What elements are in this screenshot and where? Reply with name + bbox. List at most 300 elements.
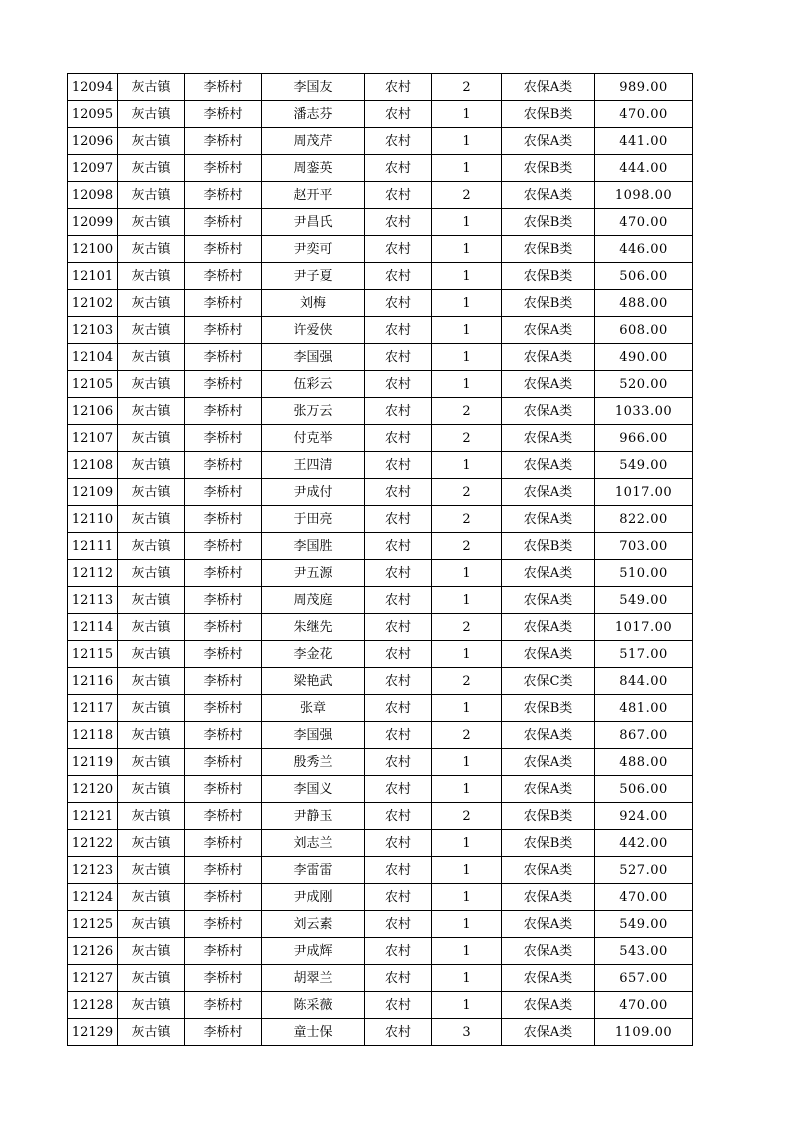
cell-area: 农村: [365, 398, 432, 425]
cell-amount: 488.00: [595, 749, 693, 776]
table-row: [68, 884, 693, 911]
cell-id: 12119: [68, 749, 118, 776]
cell-town: 灰古镇: [118, 452, 185, 479]
cell-amount: 703.00: [595, 533, 693, 560]
cell-id: 12103: [68, 317, 118, 344]
cell-id: 12128: [68, 992, 118, 1019]
cell-village: 李桥村: [185, 668, 262, 695]
cell-amount: 470.00: [595, 101, 693, 128]
cell-id: 12127: [68, 965, 118, 992]
cell-area: 农村: [365, 614, 432, 641]
cell-town: 灰古镇: [118, 101, 185, 128]
cell-id: 12097: [68, 155, 118, 182]
cell-village: 李桥村: [185, 857, 262, 884]
cell-name: 刘梅: [262, 290, 365, 317]
cell-category: 农保B类: [502, 830, 595, 857]
cell-town: 灰古镇: [118, 938, 185, 965]
cell-name: 潘志芬: [262, 101, 365, 128]
cell-count: 2: [432, 398, 502, 425]
cell-town: 灰古镇: [118, 911, 185, 938]
cell-name: 赵开平: [262, 182, 365, 209]
cell-village: 李桥村: [185, 506, 262, 533]
cell-name: 童士保: [262, 1019, 365, 1046]
cell-amount: 446.00: [595, 236, 693, 263]
cell-category: 农保A类: [502, 452, 595, 479]
cell-amount: 549.00: [595, 587, 693, 614]
cell-area: 农村: [365, 776, 432, 803]
cell-amount: 966.00: [595, 425, 693, 452]
cell-count: 1: [432, 371, 502, 398]
data-table: [67, 73, 693, 1046]
cell-town: 灰古镇: [118, 1019, 185, 1046]
cell-id: 12122: [68, 830, 118, 857]
cell-village: 李桥村: [185, 614, 262, 641]
table-row: [68, 209, 693, 236]
cell-name: 李国友: [262, 74, 365, 101]
table-row: [68, 803, 693, 830]
cell-amount: 822.00: [595, 506, 693, 533]
cell-count: 1: [432, 344, 502, 371]
cell-town: 灰古镇: [118, 155, 185, 182]
cell-village: 李桥村: [185, 452, 262, 479]
cell-area: 农村: [365, 749, 432, 776]
cell-area: 农村: [365, 641, 432, 668]
cell-name: 胡翠兰: [262, 965, 365, 992]
cell-category: 农保A类: [502, 776, 595, 803]
table-row: [68, 182, 693, 209]
cell-count: 1: [432, 641, 502, 668]
cell-town: 灰古镇: [118, 209, 185, 236]
cell-name: 刘云素: [262, 911, 365, 938]
cell-town: 灰古镇: [118, 371, 185, 398]
cell-category: 农保C类: [502, 668, 595, 695]
cell-category: 农保B类: [502, 155, 595, 182]
cell-town: 灰古镇: [118, 533, 185, 560]
table-row: [68, 938, 693, 965]
cell-id: 12099: [68, 209, 118, 236]
cell-count: 1: [432, 776, 502, 803]
table-row: [68, 263, 693, 290]
cell-category: 农保A类: [502, 938, 595, 965]
cell-area: 农村: [365, 857, 432, 884]
cell-amount: 510.00: [595, 560, 693, 587]
cell-village: 李桥村: [185, 479, 262, 506]
cell-village: 李桥村: [185, 884, 262, 911]
cell-town: 灰古镇: [118, 614, 185, 641]
cell-amount: 543.00: [595, 938, 693, 965]
cell-area: 农村: [365, 722, 432, 749]
cell-village: 李桥村: [185, 290, 262, 317]
cell-name: 周茂芹: [262, 128, 365, 155]
cell-village: 李桥村: [185, 587, 262, 614]
cell-count: 2: [432, 533, 502, 560]
cell-name: 李雷雷: [262, 857, 365, 884]
cell-id: 12117: [68, 695, 118, 722]
cell-count: 1: [432, 236, 502, 263]
cell-id: 12126: [68, 938, 118, 965]
cell-village: 李桥村: [185, 938, 262, 965]
cell-name: 于田亮: [262, 506, 365, 533]
cell-id: 12112: [68, 560, 118, 587]
cell-town: 灰古镇: [118, 587, 185, 614]
table-row: [68, 101, 693, 128]
cell-count: 1: [432, 587, 502, 614]
cell-category: 农保A类: [502, 398, 595, 425]
cell-id: 12124: [68, 884, 118, 911]
cell-category: 农保B类: [502, 803, 595, 830]
table-row: [68, 533, 693, 560]
cell-name: 周銮英: [262, 155, 365, 182]
cell-count: 2: [432, 803, 502, 830]
table-row: [68, 857, 693, 884]
cell-amount: 442.00: [595, 830, 693, 857]
cell-count: 2: [432, 74, 502, 101]
table-row: [68, 425, 693, 452]
cell-id: 12125: [68, 911, 118, 938]
cell-id: 12107: [68, 425, 118, 452]
cell-area: 农村: [365, 344, 432, 371]
cell-village: 李桥村: [185, 371, 262, 398]
cell-area: 农村: [365, 236, 432, 263]
cell-village: 李桥村: [185, 641, 262, 668]
cell-category: 农保B类: [502, 290, 595, 317]
cell-category: 农保B类: [502, 263, 595, 290]
cell-town: 灰古镇: [118, 641, 185, 668]
cell-town: 灰古镇: [118, 74, 185, 101]
cell-name: 李金花: [262, 641, 365, 668]
cell-area: 农村: [365, 128, 432, 155]
cell-id: 12096: [68, 128, 118, 155]
cell-area: 农村: [365, 371, 432, 398]
cell-category: 农保A类: [502, 74, 595, 101]
cell-category: 农保A类: [502, 425, 595, 452]
cell-name: 许爱侠: [262, 317, 365, 344]
cell-count: 1: [432, 155, 502, 182]
cell-category: 农保A类: [502, 911, 595, 938]
cell-village: 李桥村: [185, 263, 262, 290]
cell-area: 农村: [365, 1019, 432, 1046]
cell-count: 3: [432, 1019, 502, 1046]
cell-name: 尹静玉: [262, 803, 365, 830]
cell-town: 灰古镇: [118, 236, 185, 263]
table-row: [68, 74, 693, 101]
cell-id: 12115: [68, 641, 118, 668]
cell-id: 12123: [68, 857, 118, 884]
cell-count: 1: [432, 830, 502, 857]
cell-amount: 989.00: [595, 74, 693, 101]
cell-count: 1: [432, 128, 502, 155]
table-row: [68, 992, 693, 1019]
cell-count: 1: [432, 695, 502, 722]
cell-id: 12109: [68, 479, 118, 506]
cell-village: 李桥村: [185, 722, 262, 749]
cell-id: 12116: [68, 668, 118, 695]
cell-name: 张万云: [262, 398, 365, 425]
cell-amount: 657.00: [595, 965, 693, 992]
cell-id: 12105: [68, 371, 118, 398]
cell-id: 12113: [68, 587, 118, 614]
cell-id: 12120: [68, 776, 118, 803]
cell-count: 2: [432, 614, 502, 641]
cell-category: 农保A类: [502, 641, 595, 668]
cell-area: 农村: [365, 290, 432, 317]
cell-name: 尹子夏: [262, 263, 365, 290]
cell-town: 灰古镇: [118, 695, 185, 722]
cell-category: 农保A类: [502, 1019, 595, 1046]
cell-name: 李国胜: [262, 533, 365, 560]
cell-area: 农村: [365, 992, 432, 1019]
table-row: [68, 722, 693, 749]
cell-town: 灰古镇: [118, 398, 185, 425]
cell-category: 农保B类: [502, 695, 595, 722]
cell-count: 1: [432, 749, 502, 776]
cell-count: 2: [432, 722, 502, 749]
cell-amount: 844.00: [595, 668, 693, 695]
table-row: [68, 614, 693, 641]
cell-amount: 441.00: [595, 128, 693, 155]
cell-amount: 470.00: [595, 884, 693, 911]
cell-amount: 470.00: [595, 209, 693, 236]
cell-area: 农村: [365, 533, 432, 560]
cell-village: 李桥村: [185, 776, 262, 803]
cell-count: 1: [432, 452, 502, 479]
cell-name: 李国强: [262, 344, 365, 371]
cell-name: 尹五源: [262, 560, 365, 587]
table-row: [68, 371, 693, 398]
cell-town: 灰古镇: [118, 992, 185, 1019]
cell-name: 尹成付: [262, 479, 365, 506]
cell-town: 灰古镇: [118, 182, 185, 209]
cell-village: 李桥村: [185, 101, 262, 128]
cell-count: 1: [432, 992, 502, 1019]
cell-id: 12098: [68, 182, 118, 209]
cell-id: 12100: [68, 236, 118, 263]
cell-category: 农保A类: [502, 884, 595, 911]
cell-count: 2: [432, 506, 502, 533]
cell-town: 灰古镇: [118, 965, 185, 992]
cell-category: 农保B类: [502, 101, 595, 128]
cell-amount: 506.00: [595, 263, 693, 290]
cell-count: 1: [432, 884, 502, 911]
cell-name: 张章: [262, 695, 365, 722]
cell-name: 尹奕可: [262, 236, 365, 263]
cell-id: 12106: [68, 398, 118, 425]
cell-name: 殷秀兰: [262, 749, 365, 776]
cell-village: 李桥村: [185, 965, 262, 992]
cell-name: 刘志兰: [262, 830, 365, 857]
cell-area: 农村: [365, 101, 432, 128]
cell-town: 灰古镇: [118, 425, 185, 452]
table-row: [68, 290, 693, 317]
cell-village: 李桥村: [185, 209, 262, 236]
cell-village: 李桥村: [185, 560, 262, 587]
table-row: [68, 479, 693, 506]
cell-area: 农村: [365, 209, 432, 236]
cell-category: 农保A类: [502, 560, 595, 587]
table-row: [68, 965, 693, 992]
cell-area: 农村: [365, 695, 432, 722]
cell-village: 李桥村: [185, 1019, 262, 1046]
table-row: [68, 1019, 693, 1046]
cell-area: 农村: [365, 155, 432, 182]
table-row: [68, 506, 693, 533]
cell-area: 农村: [365, 74, 432, 101]
cell-village: 李桥村: [185, 911, 262, 938]
cell-village: 李桥村: [185, 425, 262, 452]
cell-count: 1: [432, 209, 502, 236]
table-row: [68, 236, 693, 263]
cell-area: 农村: [365, 803, 432, 830]
cell-village: 李桥村: [185, 992, 262, 1019]
cell-village: 李桥村: [185, 803, 262, 830]
cell-count: 2: [432, 425, 502, 452]
cell-town: 灰古镇: [118, 749, 185, 776]
cell-id: 12102: [68, 290, 118, 317]
cell-amount: 490.00: [595, 344, 693, 371]
table-body: [68, 74, 693, 1046]
cell-category: 农保A类: [502, 749, 595, 776]
cell-category: 农保A类: [502, 128, 595, 155]
table-row: [68, 560, 693, 587]
cell-count: 1: [432, 911, 502, 938]
cell-village: 李桥村: [185, 749, 262, 776]
cell-amount: 481.00: [595, 695, 693, 722]
cell-area: 农村: [365, 938, 432, 965]
cell-village: 李桥村: [185, 317, 262, 344]
cell-town: 灰古镇: [118, 317, 185, 344]
cell-id: 12101: [68, 263, 118, 290]
cell-name: 李国义: [262, 776, 365, 803]
table-row: [68, 398, 693, 425]
table-row: [68, 452, 693, 479]
cell-village: 李桥村: [185, 74, 262, 101]
cell-count: 2: [432, 182, 502, 209]
cell-amount: 549.00: [595, 911, 693, 938]
cell-area: 农村: [365, 506, 432, 533]
cell-town: 灰古镇: [118, 857, 185, 884]
table-row: [68, 749, 693, 776]
cell-area: 农村: [365, 317, 432, 344]
cell-category: 农保A类: [502, 614, 595, 641]
table-row: [68, 830, 693, 857]
cell-id: 12094: [68, 74, 118, 101]
table-row: [68, 668, 693, 695]
cell-count: 1: [432, 290, 502, 317]
cell-name: 周茂庭: [262, 587, 365, 614]
cell-village: 李桥村: [185, 398, 262, 425]
cell-count: 1: [432, 317, 502, 344]
cell-amount: 517.00: [595, 641, 693, 668]
cell-category: 农保B类: [502, 533, 595, 560]
table-row: [68, 587, 693, 614]
cell-category: 农保A类: [502, 722, 595, 749]
cell-amount: 924.00: [595, 803, 693, 830]
cell-area: 农村: [365, 182, 432, 209]
table-row: [68, 695, 693, 722]
cell-count: 1: [432, 965, 502, 992]
cell-amount: 506.00: [595, 776, 693, 803]
cell-count: 1: [432, 560, 502, 587]
cell-village: 李桥村: [185, 236, 262, 263]
table-row: [68, 128, 693, 155]
cell-town: 灰古镇: [118, 830, 185, 857]
cell-id: 12104: [68, 344, 118, 371]
cell-id: 12111: [68, 533, 118, 560]
cell-category: 农保A类: [502, 182, 595, 209]
cell-count: 1: [432, 263, 502, 290]
cell-amount: 488.00: [595, 290, 693, 317]
cell-amount: 1033.00: [595, 398, 693, 425]
cell-town: 灰古镇: [118, 776, 185, 803]
cell-area: 农村: [365, 263, 432, 290]
cell-amount: 527.00: [595, 857, 693, 884]
table-row: [68, 911, 693, 938]
cell-category: 农保A类: [502, 506, 595, 533]
cell-village: 李桥村: [185, 695, 262, 722]
cell-category: 农保A类: [502, 344, 595, 371]
cell-amount: 520.00: [595, 371, 693, 398]
cell-area: 农村: [365, 884, 432, 911]
cell-amount: 549.00: [595, 452, 693, 479]
cell-town: 灰古镇: [118, 722, 185, 749]
cell-name: 尹昌氏: [262, 209, 365, 236]
cell-amount: 867.00: [595, 722, 693, 749]
cell-name: 尹成辉: [262, 938, 365, 965]
cell-village: 李桥村: [185, 182, 262, 209]
cell-town: 灰古镇: [118, 344, 185, 371]
cell-category: 农保A类: [502, 857, 595, 884]
cell-town: 灰古镇: [118, 263, 185, 290]
cell-id: 12118: [68, 722, 118, 749]
cell-area: 农村: [365, 560, 432, 587]
cell-village: 李桥村: [185, 128, 262, 155]
cell-category: 农保A类: [502, 371, 595, 398]
table-row: [68, 776, 693, 803]
cell-area: 农村: [365, 911, 432, 938]
cell-name: 尹成刚: [262, 884, 365, 911]
cell-count: 2: [432, 479, 502, 506]
cell-count: 2: [432, 668, 502, 695]
cell-name: 付克举: [262, 425, 365, 452]
cell-id: 12114: [68, 614, 118, 641]
cell-amount: 470.00: [595, 992, 693, 1019]
cell-id: 12121: [68, 803, 118, 830]
table-row: [68, 155, 693, 182]
cell-town: 灰古镇: [118, 506, 185, 533]
cell-category: 农保A类: [502, 965, 595, 992]
cell-area: 农村: [365, 425, 432, 452]
cell-village: 李桥村: [185, 155, 262, 182]
cell-category: 农保A类: [502, 317, 595, 344]
cell-village: 李桥村: [185, 533, 262, 560]
table-row: [68, 641, 693, 668]
cell-id: 12108: [68, 452, 118, 479]
cell-town: 灰古镇: [118, 884, 185, 911]
cell-name: 陈采薇: [262, 992, 365, 1019]
cell-area: 农村: [365, 965, 432, 992]
cell-amount: 1098.00: [595, 182, 693, 209]
cell-amount: 444.00: [595, 155, 693, 182]
cell-village: 李桥村: [185, 830, 262, 857]
cell-id: 12095: [68, 101, 118, 128]
cell-town: 灰古镇: [118, 560, 185, 587]
cell-name: 王四清: [262, 452, 365, 479]
cell-category: 农保B类: [502, 236, 595, 263]
cell-town: 灰古镇: [118, 668, 185, 695]
cell-amount: 608.00: [595, 317, 693, 344]
cell-count: 1: [432, 101, 502, 128]
cell-id: 12110: [68, 506, 118, 533]
